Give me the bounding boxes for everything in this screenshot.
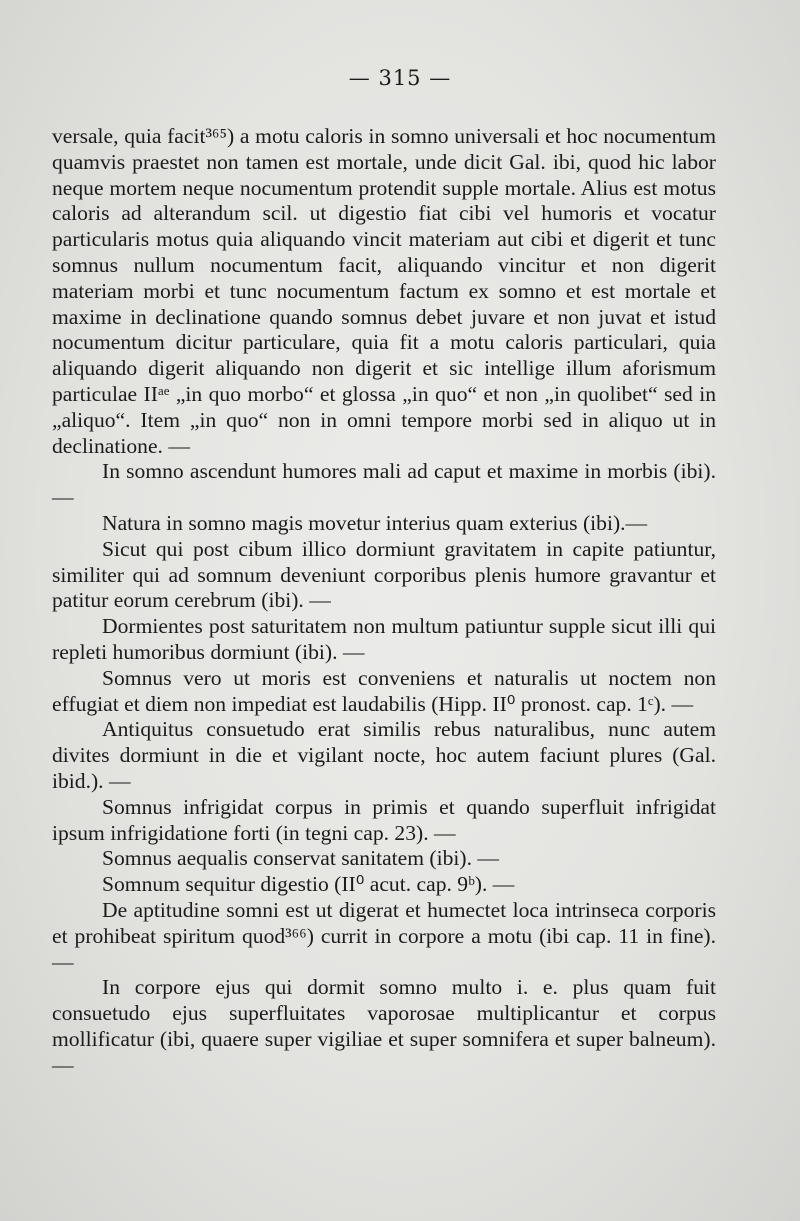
paragraph: Sicut qui post cibum illico dormiunt gravitatem in capite patiuntur, similiter qui ad somnum deveniunt corporibus plenis humore gravantur et patitur eorum cerebrum (ibi). — bbox=[52, 536, 716, 613]
paragraph: In corpore ejus qui dormit somno multo i. e. plus quam fuit consuetudo ejus superfluitates vaporosae multiplicantur et corpus mollificatur (ibi, quaere super vigiliae et super somnifera et super balneum). — bbox=[52, 975, 716, 1077]
page-number: — 315 — bbox=[348, 66, 452, 90]
paragraph: versale, quia facit³⁶⁵) a motu caloris in somno universali et hoc nocumentum quamvis praestet non tamen est mortale, unde dicit Gal. ibi, quod hic labor neque mortem neque nocumentum protendit supple mortale. Alius est motus caloris ad alterandum scil. ut digestio fiat cibi vel humoris et vocatur particularis motus quia aliquando vincit materiam aut cibi et digerit et tunc somnus nullum nocumentum facit, aliquando vincitur et non digerit materiam morbi et tunc nocumentum factum ex somno et est mortale et maxime in declinatione quando somnus debet juvare et non juvat et istud nocumentum dicitur particulare, quia fit a motu caloris particulari, quia aliquando digerit aliquando non digerit et sic intellige illum aforismum particulae IIᵃᵉ „in quo morbo“ et glossa „in quo“ et non „in quolibet“ sed in „aliquo“. Item „in quo“ non in omni tempore morbi sed in aliquo ut in declinatione. — bbox=[52, 124, 716, 458]
paragraph: In somno ascendunt humores mali ad caput et maxime in morbis (ibi). — bbox=[52, 459, 716, 510]
body-text bbox=[52, 124, 716, 1078]
paragraph: Somnus aequalis conservat sanitatem (ibi). — bbox=[102, 846, 499, 871]
paragraph: Somnus vero ut moris est conveniens et naturalis ut noctem non effugiat et diem non impediat est laudabilis (Hipp. II⁰ pronost. cap. 1ᶜ). — bbox=[52, 665, 716, 716]
paragraph: Somnum sequitur digestio (II⁰ acut. cap. 9ᵇ). — bbox=[102, 872, 515, 897]
paragraph: Somnus infrigidat corpus in primis et quando superfluit infrigidat ipsum infrigidatione forti (in tegni cap. 23). — bbox=[52, 794, 716, 845]
paragraph: De aptitudine somni est ut digerat et humectet loca intrinseca corporis et prohibeat spiritum quod³⁶⁶) currit in corpore a motu (ibi cap. 11 in fine). — bbox=[52, 897, 716, 974]
paragraph: Dormientes post saturitatem non multum patiuntur supple sicut illi qui repleti humoribus dormiunt (ibi). — bbox=[52, 614, 716, 664]
paragraph: Natura in somno magis movetur interius quam exterius (ibi).— bbox=[102, 510, 648, 535]
paragraph: Antiquitus consuetudo erat similis rebus naturalibus, nunc autem divites dormiunt in die et vigilant nocte, hoc autem faciunt plures (Gal. ibid.). — bbox=[52, 717, 716, 793]
